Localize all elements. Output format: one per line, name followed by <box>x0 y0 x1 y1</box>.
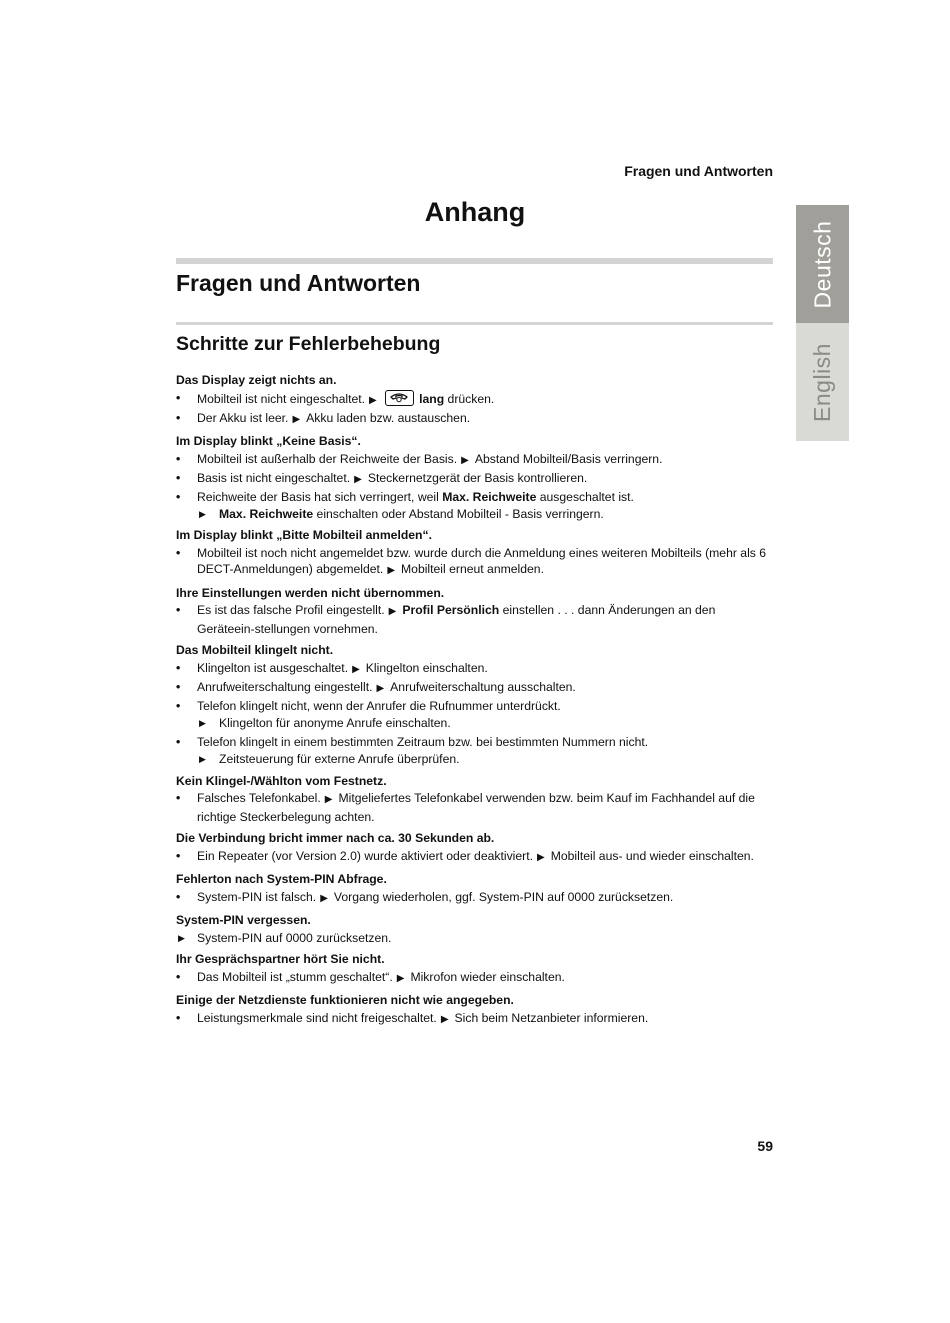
section-title: System-PIN vergessen. <box>176 913 311 927</box>
section-not-heard <box>176 951 776 987</box>
bullet-icon: • <box>176 735 181 749</box>
section-display-blank <box>176 372 776 428</box>
bullet-icon: • <box>176 489 181 504</box>
section-no-ring <box>176 642 776 768</box>
triangle-right-icon: ▶ <box>461 454 469 466</box>
chevron-right-icon: ▶ <box>178 932 185 943</box>
bullet-icon: • <box>176 848 181 863</box>
language-tabs <box>796 205 849 441</box>
chevron-right-icon: ▶ <box>199 754 206 764</box>
triangle-right-icon: ▶ <box>354 473 362 485</box>
bullet-icon: • <box>176 470 181 485</box>
list-item: • Anrufweiterschaltung eingestellt. ▶ Anrufweiterschaltung ausschalten. <box>176 679 576 694</box>
list-item: • Mobilteil ist außerhalb der Reichweite der Basis. ▶ Abstand Mobilteil/Basis verringern. <box>176 451 663 466</box>
section-connection-drops <box>176 830 776 866</box>
list-item: • Falsches Telefonkabel. ▶ Mitgeliefertes Telefonkabel verwenden bzw. beim Kauf im Fachhandel auf die richtige Steckerbelegung achten. <box>176 791 755 824</box>
list-item: • System-PIN ist falsch. ▶ Vorgang wiederholen, ggf. System-PIN auf 0000 zurücksetzen. <box>176 889 674 904</box>
section-title: Das Display zeigt nichts an. <box>176 373 337 387</box>
bullet-icon: • <box>176 969 181 984</box>
list-item: • Es ist das falsche Profil eingestellt. ▶ Profil Persönlich einstellen . . . dann Änderungen an den Geräteein-stellungen vornehmen. <box>176 603 716 636</box>
list-item: • Ein Repeater (vor Version 2.0) wurde aktiviert oder deaktiviert. ▶ Mobilteil aus- und wieder einschalten. <box>176 848 754 863</box>
triangle-right-icon: ▶ <box>324 794 333 805</box>
section-title: Fehlerton nach System-PIN Abfrage. <box>176 872 387 886</box>
bullet-icon: • <box>176 451 181 466</box>
section-no-dial-tone <box>176 773 776 826</box>
triangle-right-icon: ▶ <box>440 1013 449 1025</box>
triangle-right-icon: ▶ <box>537 851 545 863</box>
section-title: Kein Klingel-/Wählton vom Festnetz. <box>176 773 387 788</box>
list-item: • Telefon klingelt in einem bestimmten Zeitraum bzw. bei bestimmten Nummern nicht. <box>176 735 649 749</box>
subsection-heading: Schritte zur Fehlerbehebung <box>176 333 441 355</box>
bullet-icon: • <box>176 545 181 560</box>
list-item: • Basis ist nicht eingeschaltet. ▶ Steckernetzgerät der Basis kontrollieren. <box>176 470 588 485</box>
section-register-handset <box>176 527 776 580</box>
bullet-icon: • <box>176 410 181 425</box>
triangle-right-icon: ▶ <box>376 682 385 694</box>
list-item: • Leistungsmerkmale sind nicht freigeschaltet. ▶ Sich beim Netzanbieter informieren. <box>176 1010 649 1025</box>
bullet-icon: • <box>176 660 181 675</box>
section-title: Ihre Einstellungen werden nicht übernommen. <box>176 585 445 600</box>
section-title: Im Display blinkt „Keine Basis“. <box>176 434 361 448</box>
section-title: Ihr Gesprächspartner hört Sie nicht. <box>176 952 385 966</box>
section-network-services <box>176 992 776 1028</box>
section-rule <box>176 258 773 264</box>
part-title: Anhang <box>424 197 526 227</box>
bullet-icon: • <box>176 1010 181 1025</box>
list-item: • Das Mobilteil ist „stumm geschaltet“. ▶ Mikrofon wieder einschalten. <box>176 969 565 984</box>
triangle-right-icon: ▶ <box>388 606 397 617</box>
bullet-icon: • <box>176 679 181 694</box>
bullet-icon: • <box>176 791 181 805</box>
section-title: Die Verbindung bricht immer nach ca. 30 Sekunden ab. <box>176 831 495 845</box>
section-title: Im Display blinkt „Bitte Mobilteil anmelden“. <box>176 528 432 542</box>
section-title: Einige der Netzdienste funktionieren nicht wie angegeben. <box>176 993 514 1007</box>
triangle-right-icon: ▶ <box>352 663 360 675</box>
tab-deutsch[interactable]: Deutsch <box>796 205 849 323</box>
tab-english[interactable]: English <box>796 323 849 441</box>
list-item: • Mobilteil ist nicht eingeschaltet. ▶ lang drücken. <box>176 390 495 406</box>
chevron-right-icon: ▶ <box>199 717 206 728</box>
section-title: Das Mobilteil klingelt nicht. <box>176 643 334 657</box>
section-no-base <box>176 433 776 522</box>
bullet-icon: • <box>176 698 181 713</box>
chapter-heading: Fragen und Antworten <box>176 270 421 296</box>
list-item: • Reichweite der Basis hat sich verringert, weil Max. Reichweite ausgeschaltet ist. <box>176 489 634 504</box>
triangle-right-icon: ▶ <box>369 394 377 406</box>
sub-step: ▶ Zeitsteuerung für externe Anrufe überprüfen. <box>199 752 460 766</box>
list-item: • Klingelton ist ausgeschaltet. ▶ Klingelton einschalten. <box>176 660 488 675</box>
section-pin-forgotten <box>176 912 776 946</box>
list-item: • Mobilteil ist noch nicht angemeldet bzw. wurde durch die Anmeldung eines weiteren Mobilteils (mehr als 6 DECT-Anmeldungen) abgemeldet. ▶ Mobilteil erneut anmelden. <box>176 545 767 576</box>
triangle-right-icon: ▶ <box>320 892 328 904</box>
list-item: • Der Akku ist leer. ▶ Akku laden bzw. austauschen. <box>176 410 471 425</box>
chevron-right-icon: ▶ <box>199 508 206 519</box>
list-item: • Telefon klingelt nicht, wenn der Anrufer die Rufnummer unterdrückt. <box>176 698 561 713</box>
running-header: Fragen und Antworten <box>624 163 773 179</box>
section-pin-error-tone <box>176 871 776 907</box>
sub-step: ▶ Max. Reichweite einschalten oder Abstand Mobilteil - Basis verringern. <box>199 506 604 521</box>
triangle-right-icon: ▶ <box>396 972 405 984</box>
triangle-right-icon: ▶ <box>387 565 396 576</box>
list-item: ▶ System-PIN auf 0000 zurücksetzen. <box>178 930 392 945</box>
bullet-icon: • <box>176 603 181 617</box>
triangle-right-icon: ▶ <box>292 413 301 425</box>
bullet-icon: • <box>176 390 181 405</box>
bullet-icon: • <box>176 889 181 904</box>
subsection-rule <box>176 322 773 325</box>
end-call-key-icon <box>385 390 414 406</box>
sub-step: ▶ Klingelton für anonyme Anrufe einschalten. <box>199 715 451 730</box>
section-settings-not-saved <box>176 585 776 638</box>
page-number: 59 <box>757 1138 773 1154</box>
troubleshooting-content <box>176 372 776 1033</box>
